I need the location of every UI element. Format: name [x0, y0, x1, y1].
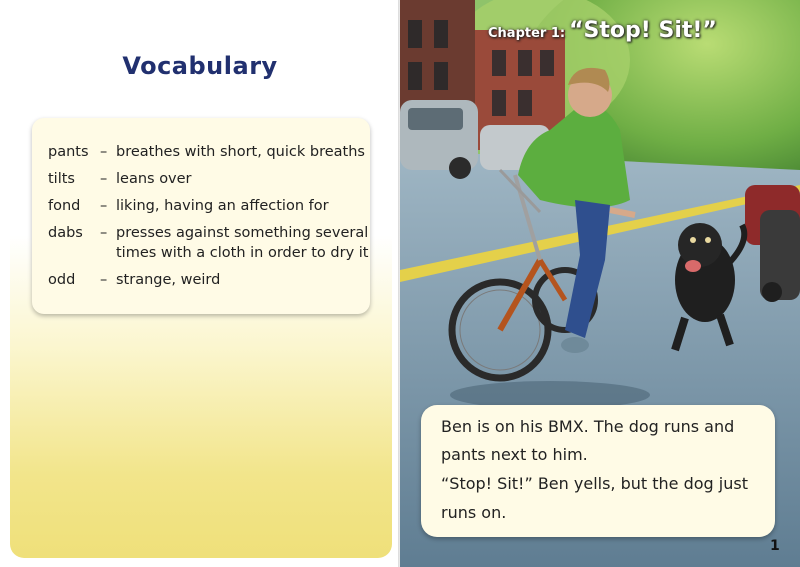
- vocabulary-box: [32, 118, 370, 314]
- story-line: runs on.: [441, 503, 507, 522]
- vocab-dash: –: [100, 171, 108, 187]
- chapter-label: Chapter 1:: [488, 26, 566, 41]
- vocab-definition-line-1: presses against something several: [116, 225, 369, 241]
- page-number: 1: [770, 538, 780, 554]
- story-line: pants next to him.: [441, 445, 588, 464]
- vocab-dash: –: [100, 225, 108, 241]
- vocab-definition: leans over: [116, 171, 192, 187]
- vocab-definition: liking, having an affection for: [116, 198, 329, 214]
- story-line: Ben is on his BMX. The dog runs and: [441, 417, 735, 436]
- vocab-word: fond: [48, 198, 81, 214]
- vocab-word: odd: [48, 272, 76, 288]
- vocab-definition: strange, weird: [116, 272, 221, 288]
- vocab-dash: –: [100, 198, 108, 214]
- vocab-dash: –: [100, 272, 108, 288]
- vocab-word: pants: [48, 144, 89, 160]
- right-page: [400, 0, 800, 567]
- vocab-dash: –: [100, 144, 108, 160]
- vocab-definition-line-2: times with a cloth in order to dry it: [116, 245, 369, 261]
- chapter-title: [488, 18, 717, 43]
- vocab-word: tilts: [48, 171, 75, 187]
- vocab-definition: breathes with short, quick breaths: [116, 144, 365, 160]
- vocabulary-title: Vocabulary: [122, 52, 278, 80]
- chapter-name: “Stop! Sit!”: [569, 18, 717, 43]
- story-text-box: [421, 405, 775, 537]
- story-line: “Stop! Sit!” Ben yells, but the dog just: [441, 474, 748, 493]
- vocab-word: dabs: [48, 225, 83, 241]
